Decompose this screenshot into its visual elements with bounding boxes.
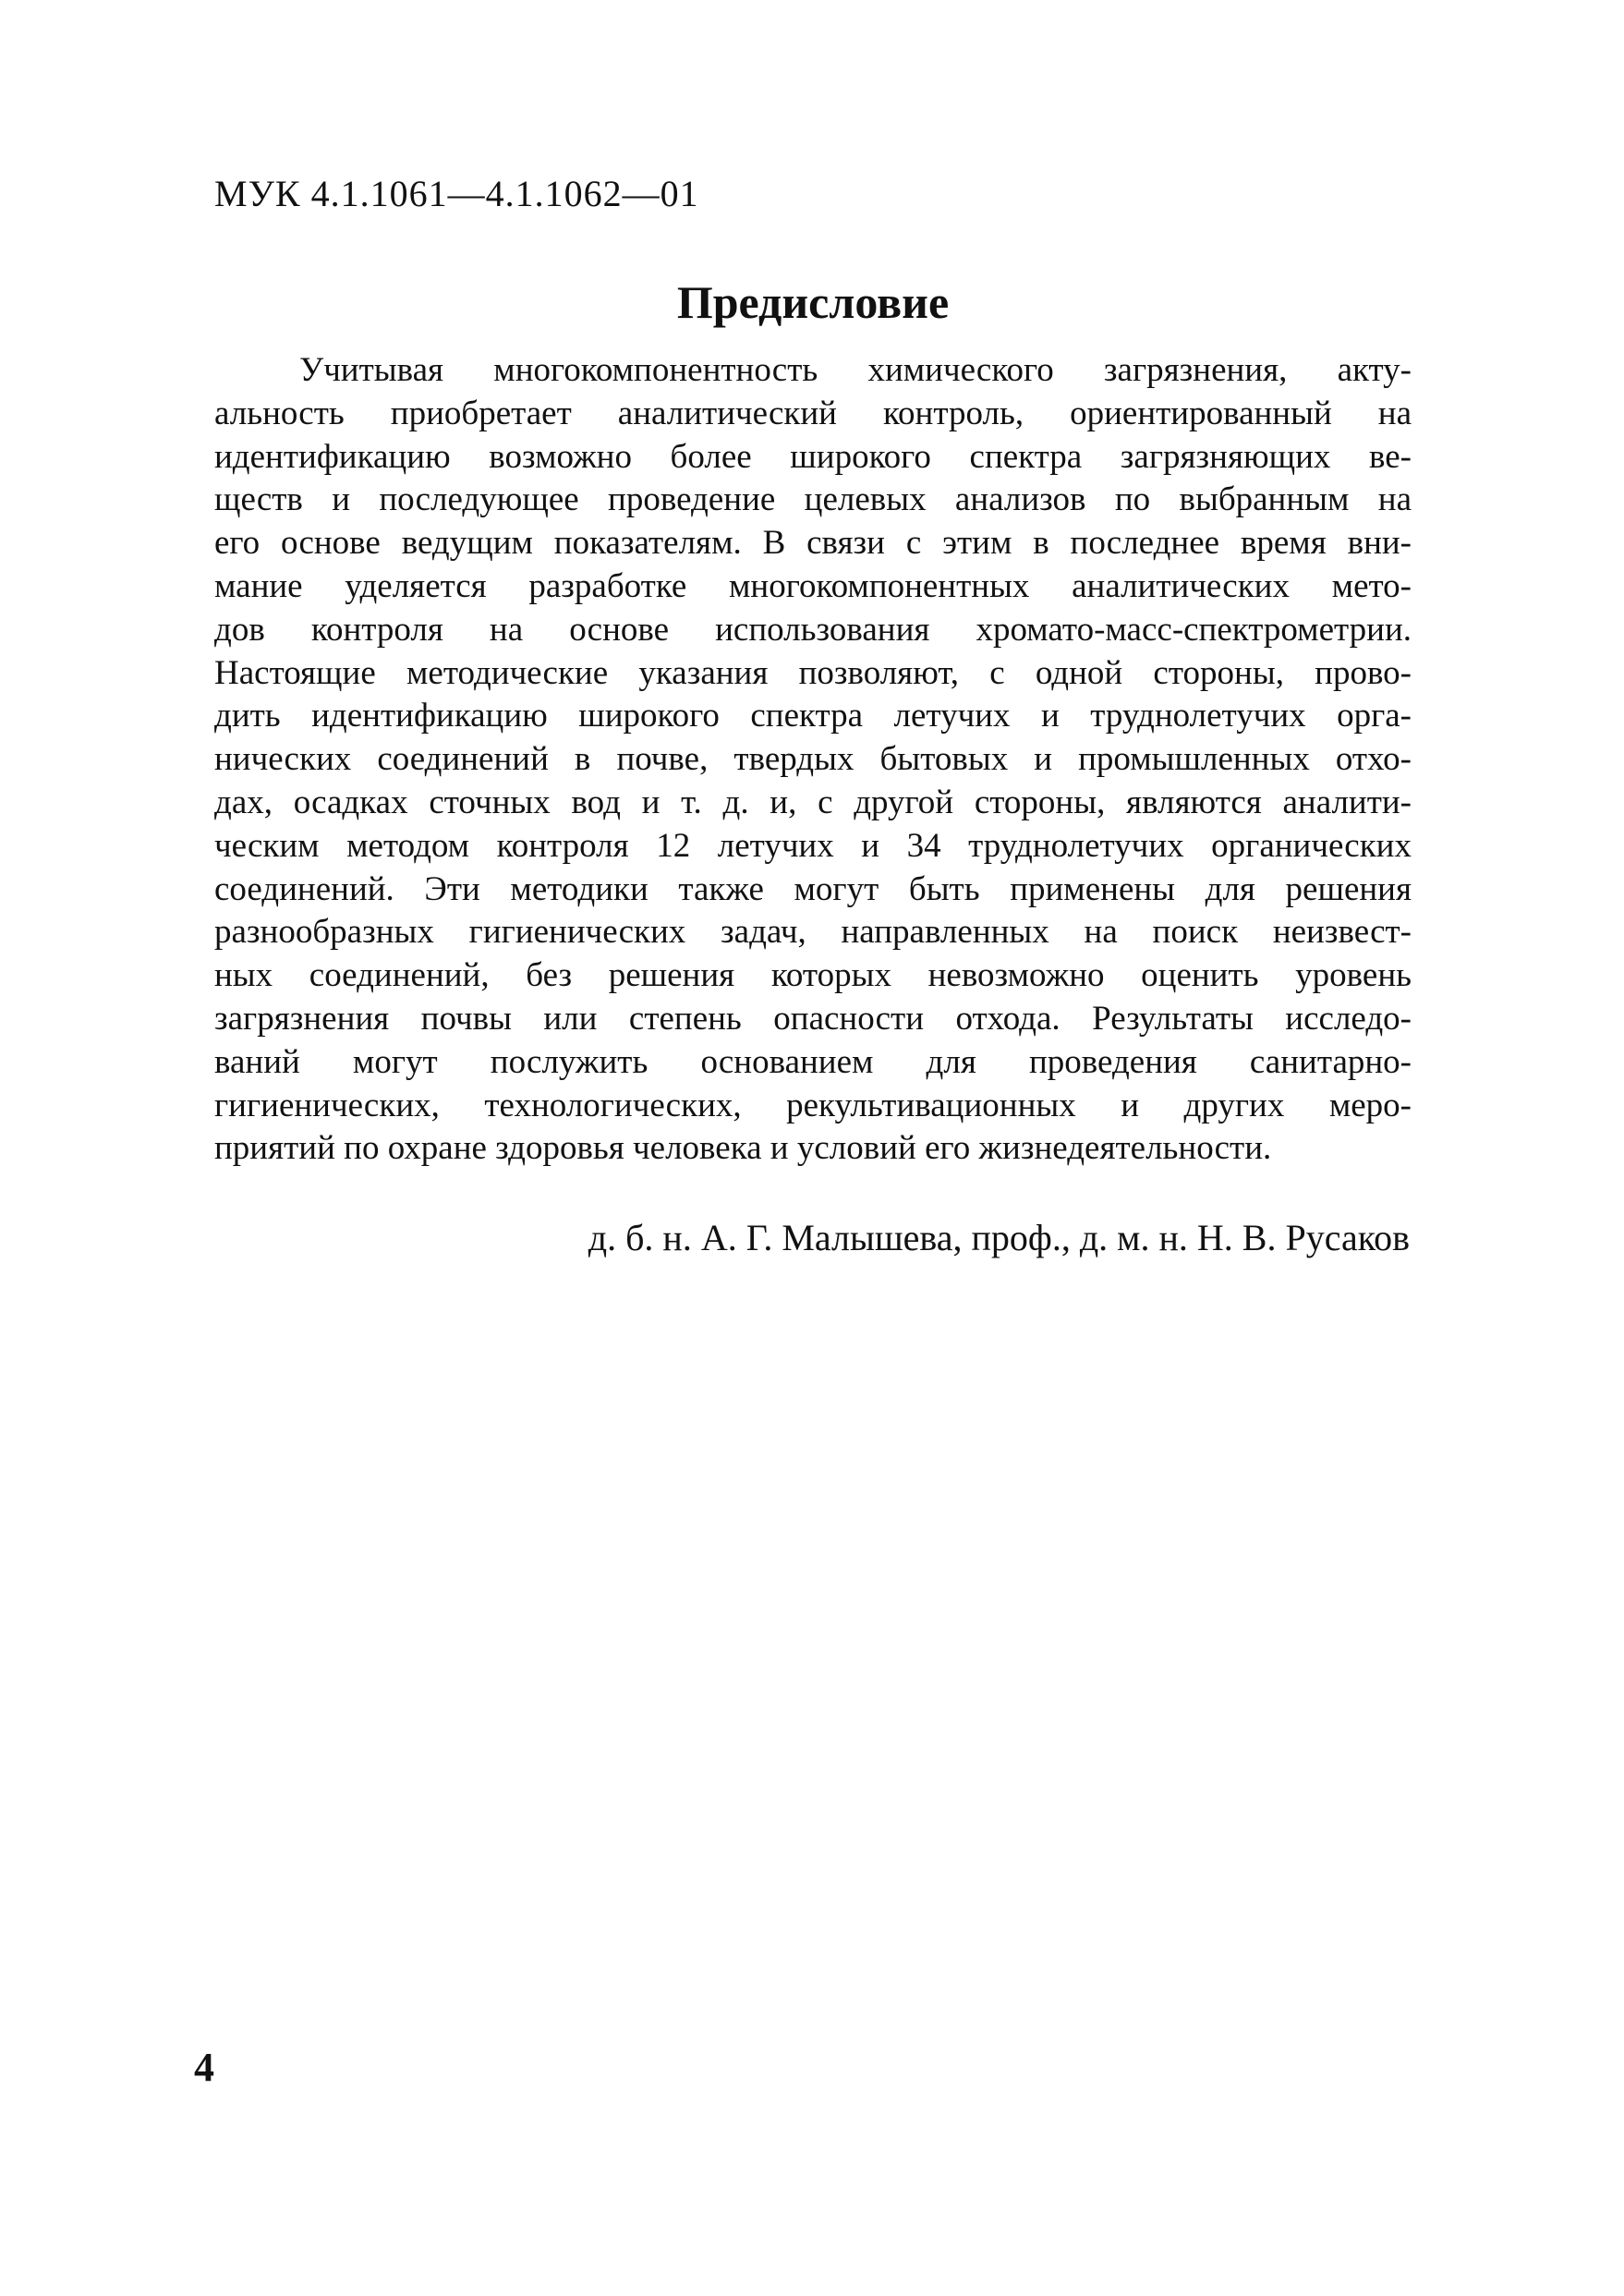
section-title: Предисловие [676, 276, 950, 328]
text-line: соединений. Эти методики также могут быть применены для решения [214, 869, 1412, 908]
preface-body [214, 349, 1412, 1171]
text-line: нических соединений в почве, твердых бытовых и промышленных отхо- [214, 740, 1412, 779]
text-line: дах, осадках сточных вод и т. д. и, с другой стороны, являются аналити- [214, 783, 1412, 821]
page-number: 4 [194, 2045, 214, 2090]
text-line: его основе ведущим показателям. В связи с этим в последнее время вни- [214, 524, 1412, 563]
text-line: загрязнения почвы или степень опасности отхода. Результаты исследо- [214, 999, 1412, 1038]
document-code: МУК 4.1.1061—4.1.1062—01 [214, 173, 699, 214]
text-line: гигиенических, технологических, рекультивационных и других меро- [214, 1086, 1412, 1124]
text-line: идентификацию возможно более широкого спектра загрязняющих ве- [214, 437, 1412, 476]
text-line: ческим методом контроля 12 летучих и 34 труднолетучих органических [214, 826, 1412, 865]
text-line: ных соединений, без решения которых невозможно оценить уровень [214, 956, 1412, 995]
text-line: ваний могут послужить основанием для проведения санитарно- [214, 1042, 1412, 1081]
text-line: Учитывая многокомпонентность химического загрязнения, акту- [299, 351, 1412, 389]
text-line: приятий по охране здоровья человека и условий его жизнедеятельности. [214, 1129, 1272, 1168]
text-line: ществ и последующее проведение целевых анализов по выбранным на [214, 480, 1412, 519]
text-line: альность приобретает аналитический контроль, ориентированный на [214, 394, 1412, 432]
text-line: дить идентификацию широкого спектра летучих и труднолетучих орга- [214, 697, 1412, 735]
text-line: разнообразных гигиенических задач, направленных на поиск неизвест- [214, 913, 1412, 952]
text-line: Настоящие методические указания позволяют, с одной стороны, прово- [214, 653, 1412, 692]
authors-signature: д. б. н. А. Г. Малышева, проф., д. м. н. Н. В. Русаков [588, 1217, 1410, 1258]
text-line: дов контроля на основе использования хромато-масс-спектрометрии. [214, 610, 1412, 649]
text-line: мание уделяется разработке многокомпонентных аналитических мето- [214, 566, 1412, 605]
